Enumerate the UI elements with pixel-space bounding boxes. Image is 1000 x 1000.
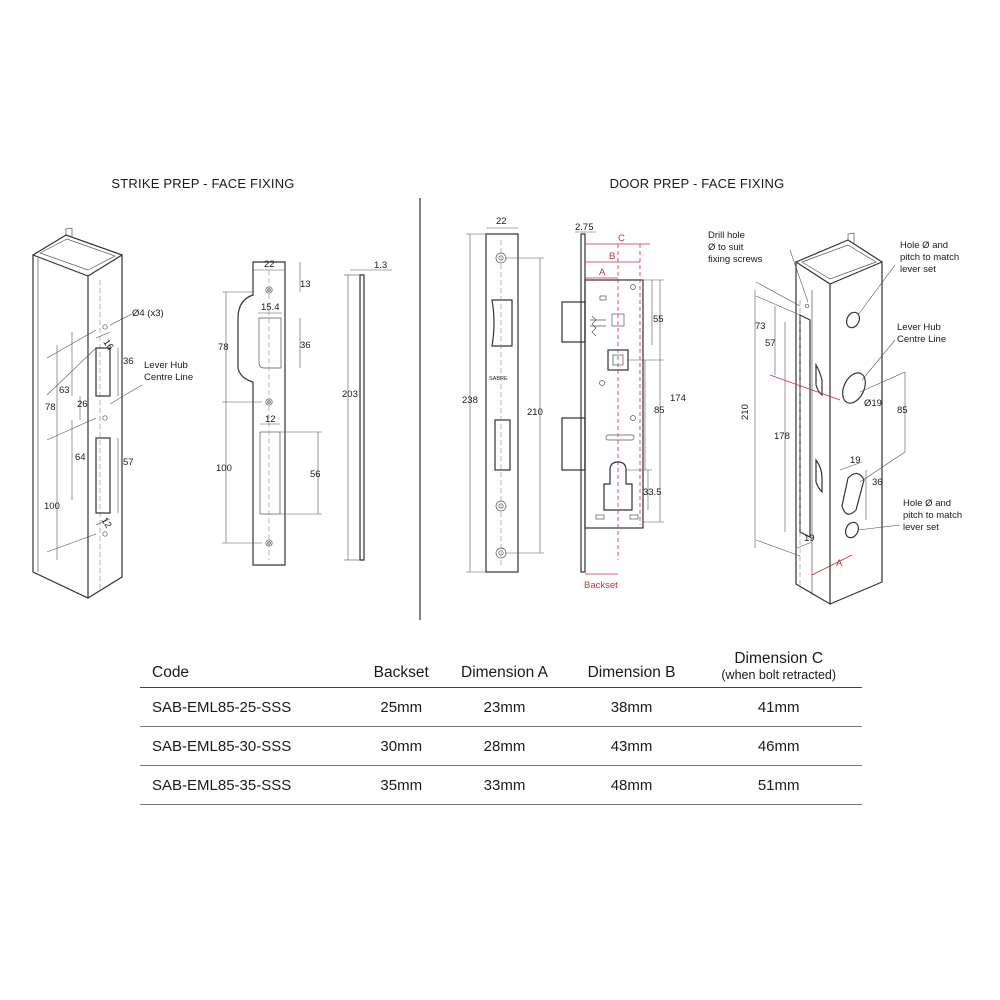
strike-post bbox=[33, 228, 193, 598]
strike-hole-dim: Ø4 (x3) bbox=[132, 308, 164, 319]
door-dim-210: 210 bbox=[740, 404, 751, 420]
drill-callout-3: fixing screws bbox=[708, 254, 763, 265]
cell-code: SAB-EML85-35-SSS bbox=[140, 766, 361, 805]
plate-dim-78: 78 bbox=[218, 342, 229, 353]
plate-dim-100: 100 bbox=[216, 463, 232, 474]
hub-callout-1: Lever Hub bbox=[897, 322, 941, 333]
strike-dim-64: 64 bbox=[75, 452, 86, 463]
door-dim-36: 36 bbox=[872, 477, 883, 488]
cell-dim-c: 51mm bbox=[695, 766, 862, 805]
lock-dim-55: 55 bbox=[653, 314, 664, 325]
plate-dim-22: 22 bbox=[264, 259, 275, 270]
door-dim-19: 19 bbox=[850, 455, 861, 466]
faceplate-dim-22: 22 bbox=[496, 216, 507, 227]
strike-dim-57: 57 bbox=[123, 457, 134, 468]
lock-dim-a: A bbox=[599, 267, 606, 278]
plate-dim-12: 12 bbox=[265, 414, 276, 425]
cell-backset: 30mm bbox=[361, 727, 441, 766]
faceplate-dim-238: 238 bbox=[462, 395, 478, 406]
lock-dim-c: C bbox=[618, 233, 625, 244]
door-dim-a: A bbox=[836, 558, 843, 569]
header-dim-c bbox=[695, 650, 862, 688]
hub-callout-2: Centre Line bbox=[897, 334, 947, 345]
door-post bbox=[708, 230, 962, 604]
strike-hub-callout-2: Centre Line bbox=[144, 372, 194, 383]
hole-bottom-callout-1: Hole Ø and bbox=[903, 498, 952, 509]
drill-callout-1: Drill hole bbox=[708, 230, 745, 241]
lock-body bbox=[562, 222, 686, 591]
cell-backset: 25mm bbox=[361, 688, 441, 727]
side-dim-1-3: 1.3 bbox=[374, 260, 388, 271]
cell-backset: 35mm bbox=[361, 766, 441, 805]
cell-code: SAB-EML85-25-SSS bbox=[140, 688, 361, 727]
strike-dim-12: 12 bbox=[98, 515, 114, 531]
cell-dim-b: 38mm bbox=[568, 688, 696, 727]
lock-dim-174: 174 bbox=[670, 393, 686, 404]
plate-dim-56: 56 bbox=[310, 469, 321, 480]
faceplate-brand: SABRE bbox=[489, 376, 508, 382]
strike-plate bbox=[216, 259, 322, 565]
strike-side-view bbox=[342, 260, 392, 560]
side-dim-203: 203 bbox=[342, 389, 358, 400]
faceplate bbox=[462, 216, 544, 572]
strike-dim-26: 26 bbox=[77, 399, 88, 410]
door-dim-19b: 19 bbox=[804, 533, 815, 544]
lock-dim-b: B bbox=[609, 251, 616, 262]
door-dim-57: 57 bbox=[765, 338, 776, 349]
cell-dim-b: 48mm bbox=[568, 766, 696, 805]
hole-top-callout-1: Hole Ø and bbox=[900, 240, 949, 251]
cell-code: SAB-EML85-30-SSS bbox=[140, 727, 361, 766]
header-code: Code bbox=[140, 650, 361, 688]
strike-dim-36: 36 bbox=[123, 356, 134, 367]
plate-dim-36: 36 bbox=[300, 340, 311, 351]
hole-bottom-callout-2: pitch to match bbox=[903, 510, 963, 521]
door-prep-title: DOOR PREP - FACE FIXING bbox=[609, 176, 785, 191]
strike-dim-16: 16 bbox=[100, 337, 116, 353]
hole-top-callout-3: lever set bbox=[900, 264, 936, 275]
cell-dim-b: 43mm bbox=[568, 727, 696, 766]
lock-dim-33-5: 33.5 bbox=[643, 487, 662, 498]
strike-hub-callout-1: Lever Hub bbox=[144, 360, 188, 371]
header-dim-a: Dimension A bbox=[441, 650, 567, 688]
strike-dim-63: 63 bbox=[59, 385, 70, 396]
backset-label: Backset bbox=[584, 580, 618, 591]
strike-dim-100: 100 bbox=[44, 501, 60, 512]
door-dim-178: 178 bbox=[774, 431, 790, 442]
drill-callout-2: Ø to suit bbox=[708, 242, 744, 253]
faceplate-dim-210: 210 bbox=[527, 407, 543, 418]
cell-dim-a: 28mm bbox=[441, 727, 567, 766]
plate-dim-15-4: 15.4 bbox=[261, 302, 280, 313]
strike-dim-78: 78 bbox=[45, 402, 56, 413]
header-dim-c-note: (when bolt retracted) bbox=[721, 668, 837, 682]
plate-dim-13: 13 bbox=[300, 279, 311, 290]
cell-dim-a: 23mm bbox=[441, 688, 567, 727]
table-row bbox=[140, 688, 862, 727]
header-backset: Backset bbox=[361, 650, 441, 688]
header-dim-c-title: Dimension C bbox=[734, 650, 824, 667]
door-dim-73: 73 bbox=[755, 321, 766, 332]
cell-dim-c: 41mm bbox=[695, 688, 862, 727]
lock-dim-85: 85 bbox=[654, 405, 665, 416]
door-dim-d19: Ø19 bbox=[864, 398, 882, 409]
strike-prep-title: STRIKE PREP - FACE FIXING bbox=[111, 176, 295, 191]
spec-table bbox=[140, 650, 862, 805]
header-dim-b: Dimension B bbox=[568, 650, 696, 688]
hole-top-callout-2: pitch to match bbox=[900, 252, 960, 263]
hole-bottom-callout-3: lever set bbox=[903, 522, 939, 533]
cell-dim-c: 46mm bbox=[695, 727, 862, 766]
lock-dim-2-75: 2.75 bbox=[575, 222, 594, 233]
cell-dim-a: 33mm bbox=[441, 766, 567, 805]
table-row bbox=[140, 766, 862, 805]
table-row bbox=[140, 727, 862, 766]
door-dim-85: 85 bbox=[897, 405, 908, 416]
table-header-row bbox=[140, 650, 862, 688]
